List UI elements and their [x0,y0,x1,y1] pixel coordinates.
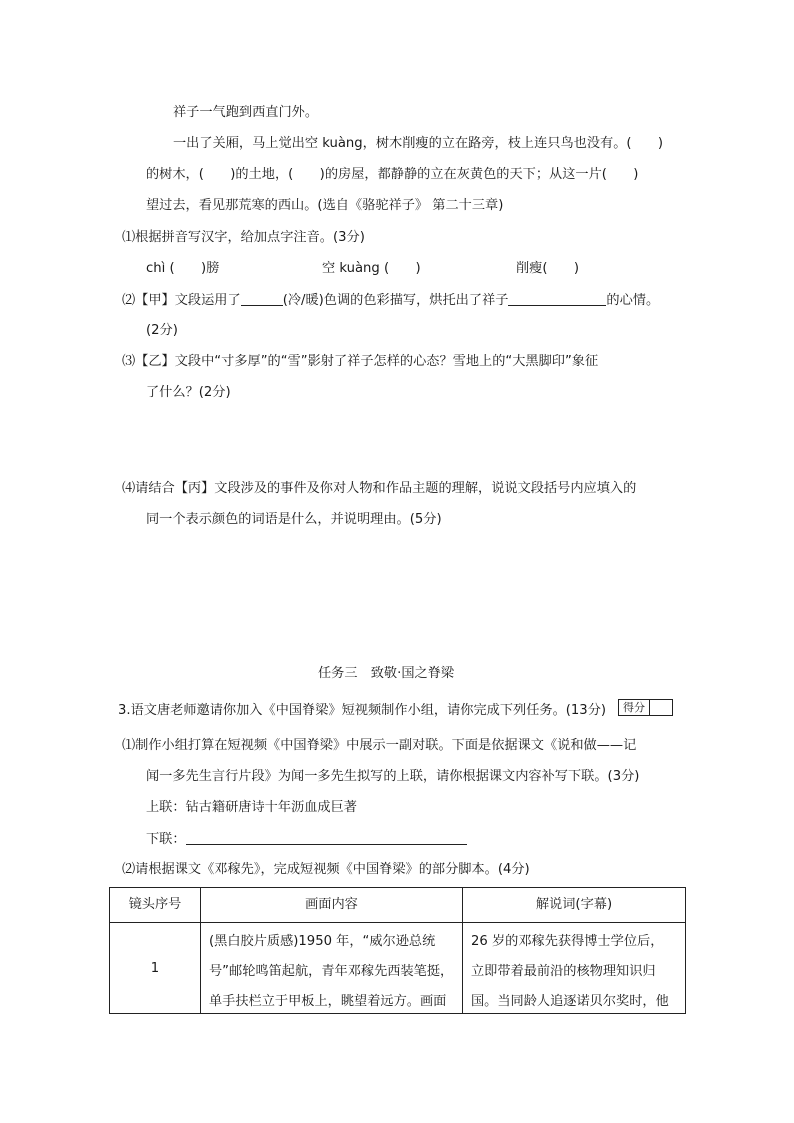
passage-line-4: 望过去，看见那荒寒的西山。(选自《骆驼祥子》 第二十三章) [146,198,504,213]
answer-blank-tone[interactable] [241,291,283,306]
score-field[interactable] [650,700,672,715]
question-3-line-2: 了什么？(2分) [146,385,231,400]
score-label: 得分 [619,700,650,715]
narration-line: 26 岁的邓稼先获得博士学位后， [471,934,664,949]
question-1-item-c: 削瘦( ) [516,261,580,276]
task-3-sub-1-line-2: 闻一多先生言行片段》为闻一多先生拟写的上联，请你根据课文内容补写下联。(3分) [146,769,640,784]
table-row [110,923,686,1014]
table-header-row [110,888,686,923]
question-2-middle: (冷/暖)色调的色彩描写，烘托出了祥子 [282,293,509,308]
couplet-lower-line [146,830,467,849]
score-box [618,699,673,716]
question-2-score: (2分) [146,323,178,338]
question-1-item-b: 空 kuàng ( ) [322,261,421,276]
scene-line: 单手扶栏立于甲板上，眺望着远方。画面 [209,994,447,1009]
shot-number-cell: 1 [110,923,201,1014]
question-4-line-1: ⑷请结合【丙】文段涉及的事件及你对人物和作品主题的理解，说说文段括号内应填入的 [122,481,637,496]
narration-line: 立即带着最前沿的核物理知识归 [471,964,656,979]
script-table [109,887,686,1014]
header-narration: 解说词(字幕) [463,888,686,923]
passage-line-1: 祥子一气跑到西直门外。 [173,105,319,120]
header-shot-number: 镜头序号 [110,888,201,923]
scene-line: (黑白胶片质感)1950 年，“威尔逊总统 [209,934,436,949]
answer-blank-mood[interactable] [508,291,606,306]
question-2-prefix: ⑵【甲】文段运用了 [122,293,241,308]
scene-line: 号”邮轮鸣笛起航，青年邓稼先西装笔挺， [209,964,454,979]
task-3-sub-1-line-1: ⑴制作小组打算在短视频《中国脊梁》中展示一副对联。下面是依据课文《说和做——记 [122,738,637,753]
question-4-line-2: 同一个表示颜色的词语是什么，并说明理由。(5分) [146,512,442,527]
passage-line-2: 一出了关厢，马上觉出空 kuàng，树木削瘦的立在路旁，枝上连只鸟也没有。( ) [173,136,664,151]
task-3-title: 任务三 致敬·国之脊梁 [318,666,455,681]
couplet-lower-blank[interactable] [186,830,467,845]
header-scene-content: 画面内容 [201,888,463,923]
question-1-item-a: chì ( )膀 [146,261,220,276]
couplet-lower-label: 下联： [146,832,186,847]
question-2-suffix: 的心情。 [606,293,660,308]
task-3-sub-2: ⑵请根据课文《邓稼先》，完成短视频《中国脊梁》的部分脚本。(4分) [122,862,530,877]
couplet-upper: 上联：钻古籍研唐诗十年沥血成巨著 [146,800,357,815]
narration-line: 国。当同龄人追逐诺贝尔奖时，他 [471,994,669,1009]
question-1-prompt: ⑴根据拼音写汉字，给加点字注音。(3分) [122,230,365,245]
task-3-intro: 3.语文唐老师邀请你加入《中国脊梁》短视频制作小组，请你完成下列任务。(13分) [118,703,607,718]
question-3-line-1: ⑶【乙】文段中“寸多厚”的“雪”影射了祥子怎样的心态？雪地上的“大黑脚印”象征 [122,354,599,369]
question-2-line [122,291,659,310]
passage-line-3: 的树木，( )的土地，( )的房屋，都静静的立在灰黄色的天下；从这一片( ) [146,167,639,182]
scene-cell [201,923,463,1014]
narration-cell [463,923,686,1014]
